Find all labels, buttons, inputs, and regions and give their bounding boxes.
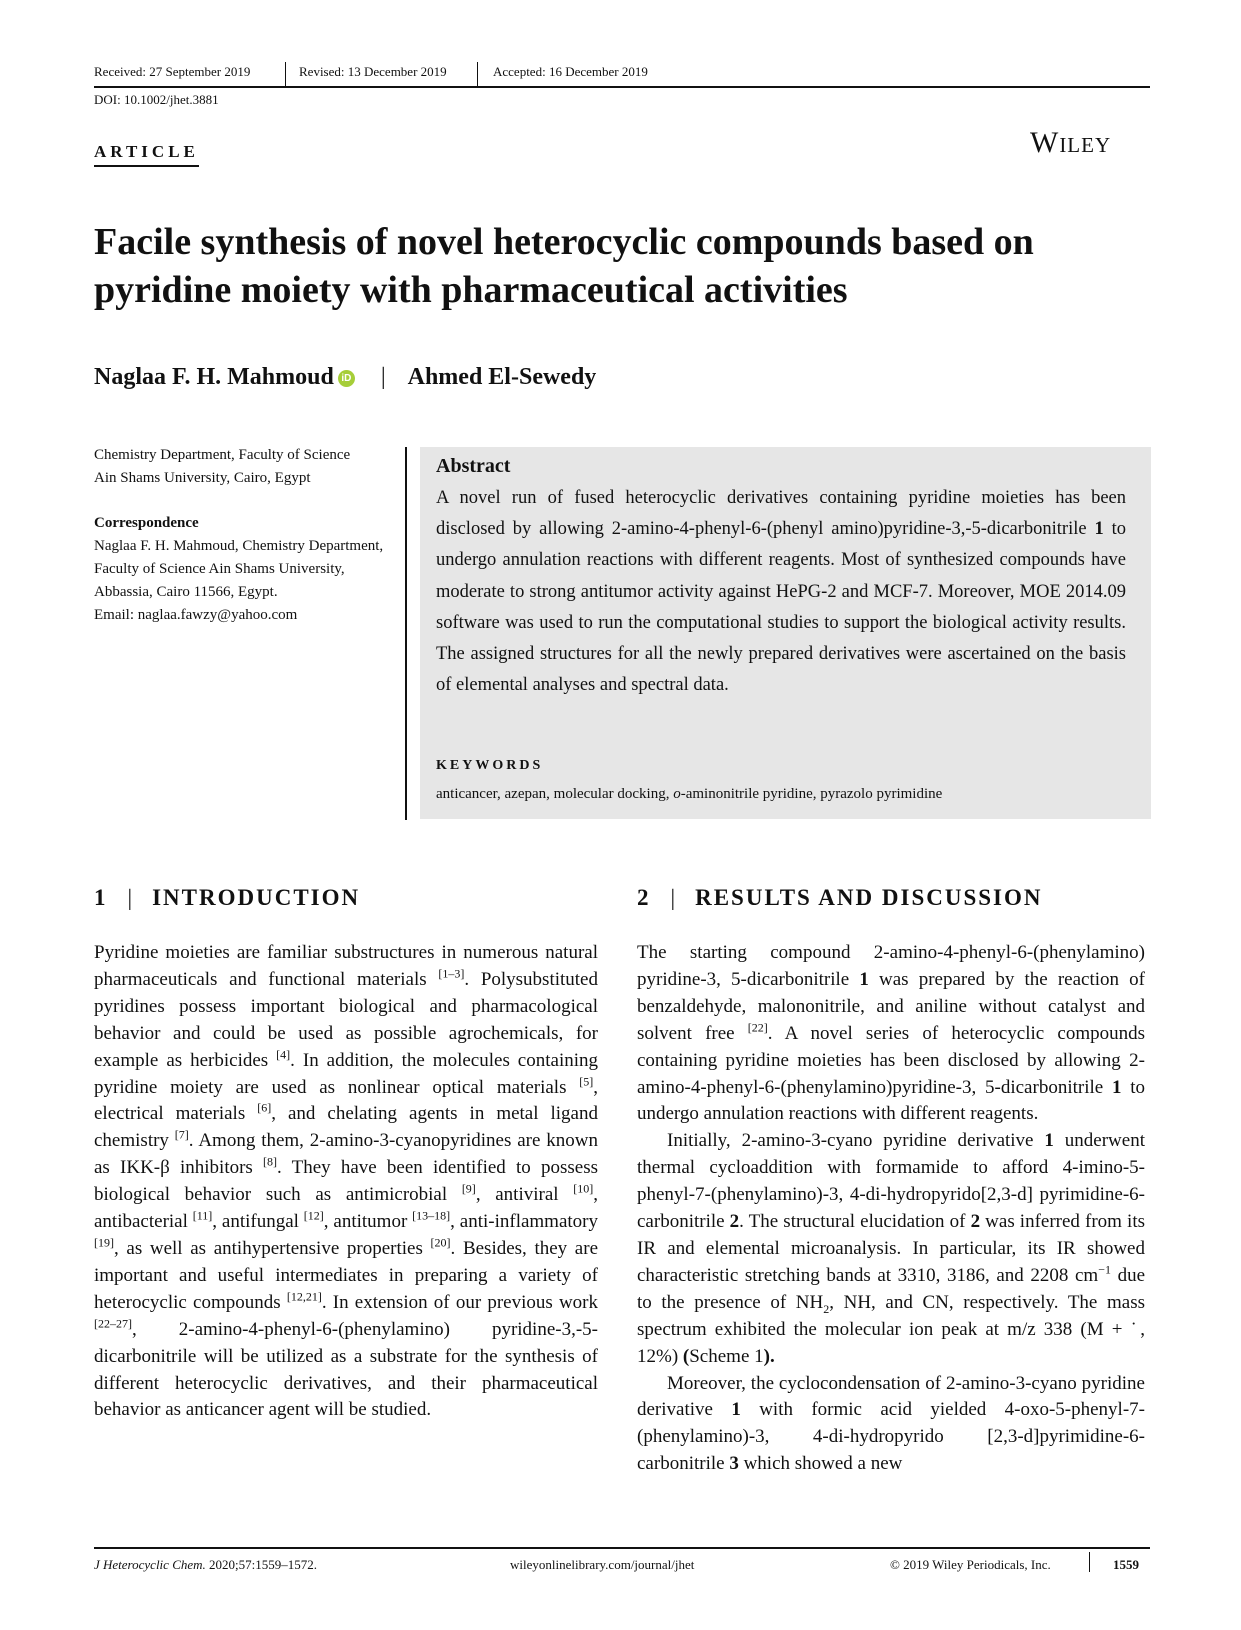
affiliation-line: Ain Shams University, Cairo, Egypt	[94, 470, 311, 486]
received-date: Received: 27 September 2019	[94, 64, 251, 79]
scheme-link[interactable]: Scheme 1	[689, 1345, 764, 1367]
paragraph: The starting compound 2-amino-4-phenyl-6-(phenylamino) pyridine-3, 5-dicarbonitrile 1 was prepared by the reaction of benzaldehyde, malononitrile, and aniline without catalyst and solvent free [22]. A novel series of heterocyclic compounds containing pyridine moieties has been disclosed by allowing 2-amino-4-phenyl-6-(phenylamino)pyridine-3, 5-dicarbonitrile 1 to undergo annulation reactions with different reagents.	[637, 942, 1146, 1125]
journal-citation: J Heterocyclic Chem. 2020;57:1559–1572.	[94, 1557, 318, 1572]
orcid-icon[interactable]: iD	[338, 370, 355, 387]
keywords-heading: KEYWORDS	[436, 758, 544, 773]
correspondence-email: Email: naglaa.fawzy@yahoo.com	[94, 607, 298, 623]
divider	[477, 62, 478, 86]
section-heading-results: 2 | RESULTS AND DISCUSSION	[637, 885, 1043, 910]
abstract-heading: Abstract	[436, 455, 511, 477]
introduction-body	[94, 940, 598, 1424]
paragraph: Initially, 2-amino-3-cyano pyridine derivative 1 underwent thermal cycloaddition with formamide to afford 4-imino-5-phenyl-7-(phenylamino)-3, 4-di-hydropyrido[2,3-d] pyrimidine-6-carbonitrile 2. The structural elucidation of 2 was inferred from its IR and elemental microanalysis. In particular, its IR showed characteristic stretching bands at 3310, 3186, and 2208 $cm^{-1}$ due to the presence of $NH_2$, NH, and CN, respectively. The mass spectrum exhibited the molecular ion peak at m/z 338 (M + ˙, 12%) (Scheme 1).	[637, 1130, 1146, 1367]
paper-title: Facile synthesis of novel heterocyclic compounds based on pyridine moiety with pharmaceutical activities	[94, 221, 1034, 311]
accepted-date: Accepted: 16 December 2019	[493, 64, 648, 79]
article-type-label: ARTICLE	[94, 142, 199, 167]
keywords-list: anticancer, azepan, molecular docking, o-aminonitrile pyridine, pyrazolo pyrimidine	[436, 786, 943, 802]
section-heading-introduction: 1 | INTRODUCTION	[94, 885, 361, 910]
revised-date: Revised: 13 December 2019	[299, 64, 447, 79]
correspondence-heading: Correspondence	[94, 515, 199, 531]
author-separator: |	[380, 364, 386, 390]
author-name: Naglaa F. H. Mahmoud	[94, 364, 334, 390]
results-body	[637, 940, 1145, 1478]
paragraph: Pyridine moieties are familiar substructures in numerous natural pharmaceuticals and functional materials [1–3]. Polysubstituted pyridines possess important biological and pharmacological behavior and could be used as possible agrochemicals, for example as herbicides [4]. In addition, the molecules containing pyridine moiety are used as nonlinear optical materials [5], electrical materials [6], and chelating agents in metal ligand chemistry [7]. Among them, 2-amino-3-cyanopyridines are known as IKK-β inhibitors [8]. They have been identified to possess biological behavior such as antimicrobial [9], antiviral [10], antibacterial [11], antifungal [12], antitumor [13–18], anti-inflammatory [19], as well as antihypertensive properties [20]. Besides, they are important and useful intermediates in preparing a variety of heterocyclic compounds [12,21]. In extension of our previous work [22–27], 2-amino-4-phenyl-6-(phenylamino) pyridine-3,-5-dicarbonitrile will be utilized as a substrate for the synthesis of different heterocyclic derivatives, and their pharmaceutical behavior as anticancer agent will be studied.	[94, 942, 599, 1421]
copyright: © 2019 Wiley Periodicals, Inc.	[890, 1557, 1051, 1572]
correspondence-address: Naglaa F. H. Mahmoud, Chemistry Department, Faculty of Science Ain Shams University, Abbassia, Cairo 11566, Egypt.	[94, 538, 384, 600]
divider	[285, 62, 286, 86]
affiliation-block	[94, 444, 394, 627]
divider	[405, 447, 407, 820]
doi: DOI: 10.1002/jhet.3881	[94, 92, 219, 107]
paragraph: Moreover, the cyclocondensation of 2-amino-3-cyano pyridine derivative 1 with formic acid yielded 4-oxo-5-phenyl-7-(phenylamino)-3, 4-di-hydropyrido [2,3-d]pyrimidine-6-carbonitrile 3 which showed a new	[637, 1372, 1145, 1475]
author-list	[94, 364, 596, 391]
journal-url[interactable]: wileyonlinelibrary.com/journal/jhet	[510, 1557, 695, 1572]
footer-rule	[94, 1547, 1150, 1549]
page-number: 1559	[1113, 1557, 1139, 1572]
divider	[1089, 1552, 1090, 1572]
publisher-logo: Wiley	[1030, 126, 1112, 159]
affiliation-line: Chemistry Department, Faculty of Science	[94, 447, 351, 463]
author-name: Ahmed El-Sewedy	[407, 364, 597, 390]
publication-dates	[94, 62, 1150, 88]
abstract-text: A novel run of fused heterocyclic derivatives containing pyridine moieties has been disclosed by allowing 2-amino-4-phenyl-6-(phenyl amino)pyridine-3,-5-dicarbonitrile 1 to undergo annulation reactions with different reagents. Most of synthesized compounds have moderate to strong antitumor activity against HePG-2 and MCF-7. Moreover, MOE 2014.09 software was used to run the computational studies to support the biological activity results. The assigned structures for all the newly prepared derivatives were ascertained on the basis of elemental analyses and spectral data.	[436, 488, 1126, 696]
